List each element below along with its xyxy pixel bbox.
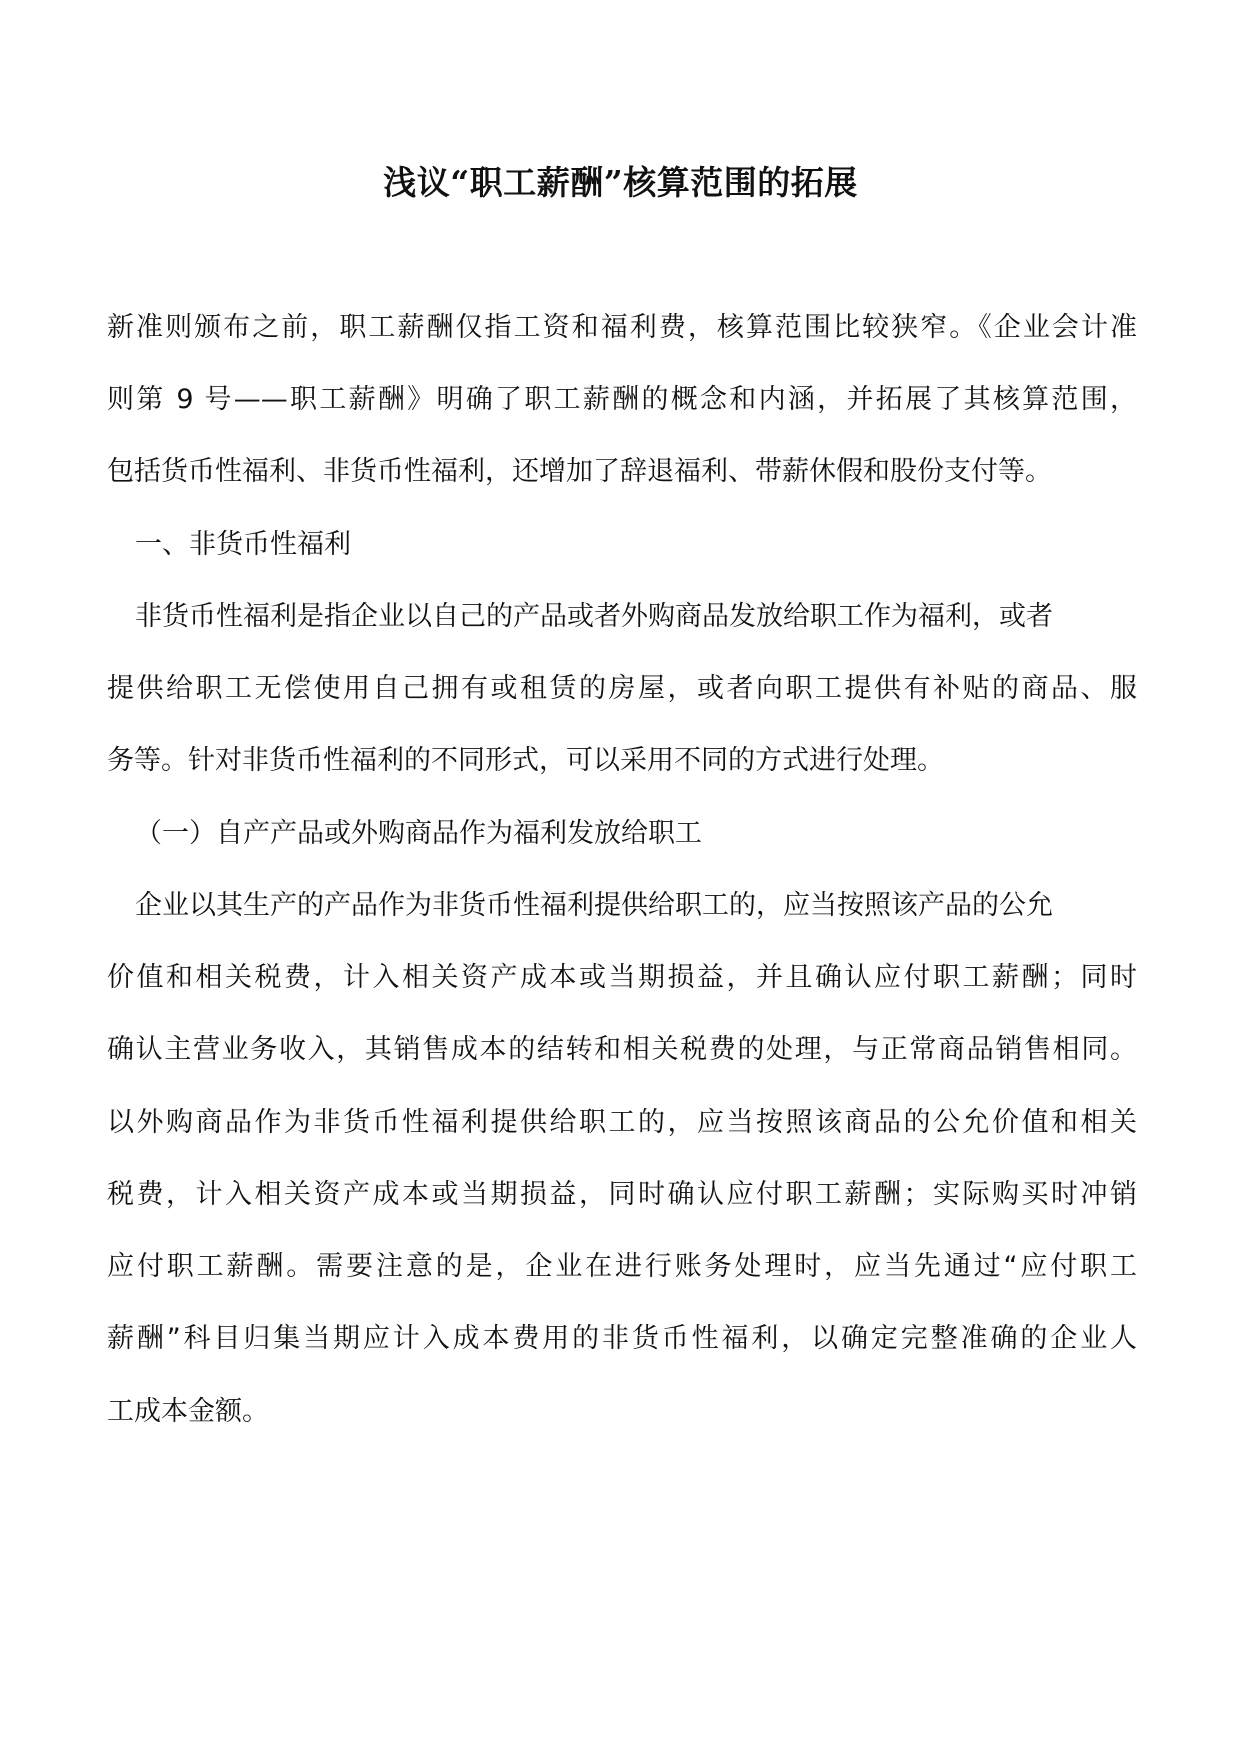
section-heading: 一、非货币性福利 xyxy=(135,529,351,560)
paragraph-line: 税费，计入相关资产成本或当期损益，同时确认应付职工薪酬；实际购买时冲销 xyxy=(107,1179,1137,1210)
paragraph-line: 薪酬”科目归集当期应计入成本费用的非货币性福利，以确定完整准确的企业人 xyxy=(107,1323,1137,1354)
paragraph-line: 价值和相关税费，计入相关资产成本或当期损益，并且确认应付职工薪酬；同时 xyxy=(107,962,1137,993)
paragraph-line: 务等。针对非货币性福利的不同形式，可以采用不同的方式进行处理。 xyxy=(107,745,944,776)
subsection-heading: （一）自产产品或外购商品作为福利发放给职工 xyxy=(135,818,702,849)
paragraph-line: 新准则颁布之前，职工薪酬仅指工资和福利费，核算范围比较狭窄。《企业会计准 xyxy=(107,312,1137,343)
paragraph-line: 应付职工薪酬。需要注意的是，企业在进行账务处理时，应当先通过“应付职工 xyxy=(107,1251,1137,1282)
paragraph-line: 以外购商品作为非货币性福利提供给职工的，应当按照该商品的公允价值和相关 xyxy=(107,1107,1137,1138)
paragraph-line: 确认主营业务收入，其销售成本的结转和相关税费的处理，与正常商品销售相同。 xyxy=(107,1034,1137,1065)
document-title: 浅议“职工薪酬”核算范围的拓展 xyxy=(383,163,858,202)
paragraph-line: 非货币性福利是指企业以自己的产品或者外购商品发放给职工作为福利，或者 xyxy=(135,601,1053,632)
paragraph-line: 包括货币性福利、非货币性福利，还增加了辞退福利、带薪休假和股份支付等。 xyxy=(107,456,1052,487)
paragraph-line: 工成本金额。 xyxy=(107,1396,269,1427)
paragraph-line: 企业以其生产的产品作为非货币性福利提供给职工的，应当按照该产品的公允 xyxy=(135,890,1053,921)
paragraph-line: 提供给职工无偿使用自己拥有或租赁的房屋，或者向职工提供有补贴的商品、服 xyxy=(107,673,1137,704)
paragraph-line: 则第 9 号——职工薪酬》明确了职工薪酬的概念和内涵，并拓展了其核算范围， xyxy=(107,384,1137,415)
